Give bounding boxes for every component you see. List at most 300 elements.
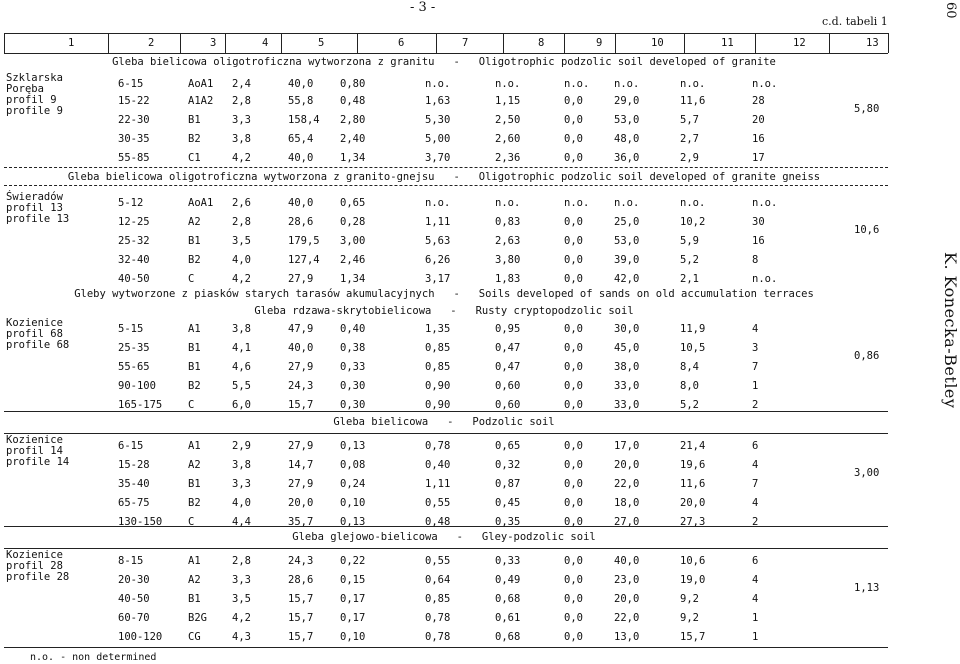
table-cell: 0,60	[495, 399, 521, 411]
table-cell: 3,17	[425, 273, 451, 285]
table-cell: CG	[188, 631, 201, 643]
table-cell: 4	[752, 459, 759, 471]
table-cell: 15,7	[680, 631, 706, 643]
table-cell: 7	[752, 361, 759, 373]
table-cell: 0,0	[564, 440, 583, 452]
table-cell: 2,60	[495, 133, 521, 145]
header-divider	[615, 33, 616, 53]
table-cell: 0,0	[564, 380, 583, 392]
table-cell: 16	[752, 235, 765, 247]
table-cell: 4,3	[232, 631, 251, 643]
table-cell: 6	[752, 555, 759, 567]
header-divider	[4, 33, 5, 53]
table-cell: 48,0	[614, 133, 640, 145]
profile-label: profil 13	[6, 202, 63, 214]
table-cell: 40,0	[288, 152, 314, 164]
table-cell: n.o.	[425, 78, 451, 90]
table-cell: 55-65	[118, 361, 150, 373]
table-cell: 15,7	[288, 631, 314, 643]
column-number: 12	[793, 37, 806, 49]
profile-label: Kozienice	[6, 317, 63, 329]
table-cell: A2	[188, 216, 201, 228]
section-title: Gleba bielicowa oligotroficzna wytworzona z granito-gnejsu - Oligotrophic podzolic soil developed of granite gneiss	[67, 171, 821, 183]
table-cell: 2	[752, 399, 759, 411]
table-cell: 29,0	[614, 95, 640, 107]
column-number: 5	[318, 37, 325, 49]
table-cell: 0,0	[564, 95, 583, 107]
table-cell: n.o.	[564, 197, 590, 209]
table-cell: 0,95	[495, 323, 521, 335]
header-divider	[503, 33, 504, 53]
table-cell: 32-40	[118, 254, 150, 266]
table-cell: 40,0	[288, 342, 314, 354]
profile-label: Kozienice	[6, 434, 63, 446]
table-cell: 23,0	[614, 574, 640, 586]
table-cell: 0,0	[564, 574, 583, 586]
table-cell: 0,0	[564, 399, 583, 411]
table-cell: 0,40	[425, 459, 451, 471]
table-cell: 0,55	[425, 497, 451, 509]
column-number: 8	[538, 37, 545, 49]
table-cell: 6-15	[118, 78, 144, 90]
table-cell: A2	[188, 574, 201, 586]
table-cell: 1,83	[495, 273, 521, 285]
table-cell: 42,0	[614, 273, 640, 285]
table-cell: 39,0	[614, 254, 640, 266]
table-cell: 4,1	[232, 342, 251, 354]
table-cell: 18,0	[614, 497, 640, 509]
table-cell: 65,4	[288, 133, 314, 145]
header-divider	[108, 33, 109, 53]
table-cell: 22,0	[614, 478, 640, 490]
table-cell: 3,70	[425, 152, 451, 164]
table-cell: A2	[188, 459, 201, 471]
table-cell: 5,00	[425, 133, 451, 145]
column-number: 1	[68, 37, 75, 49]
table-cell: 0,65	[340, 197, 366, 209]
table-cell: 0,0	[564, 152, 583, 164]
table-cell: 2,4	[232, 78, 251, 90]
table-cell: 24,3	[288, 555, 314, 567]
table-cell: 28	[752, 95, 765, 107]
table-cell: 0,85	[425, 361, 451, 373]
table-cell: 2,8	[232, 95, 251, 107]
table-bottom-rule	[4, 647, 888, 648]
table-cell: 4	[752, 497, 759, 509]
table-cell: 16	[752, 133, 765, 145]
table-cell: 4,2	[232, 612, 251, 624]
table-cell: 28,6	[288, 216, 314, 228]
table-cell: 6,0	[232, 399, 251, 411]
header-divider	[281, 33, 282, 53]
profile-label: Poręba	[6, 83, 44, 95]
table-cell: 7	[752, 478, 759, 490]
table-cell: 4,4	[232, 516, 251, 528]
profile-label: profil 9	[6, 94, 57, 106]
column-number: 4	[262, 37, 269, 49]
table-cell: 1,34	[340, 152, 366, 164]
table-cell: 15,7	[288, 399, 314, 411]
table-cell: 8	[752, 254, 759, 266]
table-cell: 2,1	[680, 273, 699, 285]
table-cell: 3,8	[232, 459, 251, 471]
table-cell: 20,0	[614, 593, 640, 605]
table-cell: 27,0	[614, 516, 640, 528]
table-cell: 0,38	[340, 342, 366, 354]
table-cell: 4	[752, 574, 759, 586]
table-cell: 15,7	[288, 593, 314, 605]
section-rule	[4, 548, 888, 549]
section-rule	[4, 185, 888, 186]
table-cell: 0,08	[340, 459, 366, 471]
table-cell: n.o.	[680, 78, 706, 90]
table-cell: n.o.	[425, 197, 451, 209]
table-cell: 22,0	[614, 612, 640, 624]
table-cell: n.o.	[752, 78, 778, 90]
column-number: 10	[651, 37, 664, 49]
profile-label: profile 68	[6, 339, 70, 351]
section-title: Gleba bielicowa oligotroficzna wytworzona z granitu - Oligotrophic podzolic soil developed of granite	[112, 56, 776, 68]
table-cell: 0,0	[564, 361, 583, 373]
table-cell: 3,5	[232, 235, 251, 247]
table-cell: 38,0	[614, 361, 640, 373]
table-cell: 0,60	[495, 380, 521, 392]
table-cell: 2,40	[340, 133, 366, 145]
table-cell: B2	[188, 254, 201, 266]
table-cell: 17,0	[614, 440, 640, 452]
table-cell: 1	[752, 612, 759, 624]
table-cell: 20,0	[680, 497, 706, 509]
table-cell: 3,5	[232, 593, 251, 605]
table-cell: 0,13	[340, 516, 366, 528]
table-cell: 2,7	[680, 133, 699, 145]
table-cell: 127,4	[288, 254, 320, 266]
table-cell: 20,0	[614, 459, 640, 471]
side-page-number: 60	[943, 2, 958, 19]
table-cell: B2	[188, 497, 201, 509]
table-cell: 28,6	[288, 574, 314, 586]
column13-value: 3,00	[854, 467, 880, 479]
profile-label: profile 14	[6, 456, 70, 468]
table-cell: 0,90	[425, 399, 451, 411]
table-cell: 2,6	[232, 197, 251, 209]
table-cell: 2,8	[232, 555, 251, 567]
table-cell: 3,3	[232, 478, 251, 490]
table-cell: C	[188, 399, 195, 411]
table-cell: 0,78	[425, 631, 451, 643]
table-cell: 2,8	[232, 216, 251, 228]
table-cell: 1,11	[425, 216, 451, 228]
table-cell: 6	[752, 440, 759, 452]
table-cell: 4,2	[232, 273, 251, 285]
table-cell: B1	[188, 593, 201, 605]
column-number: 9	[596, 37, 603, 49]
column-number: 6	[398, 37, 405, 49]
table-cell: 0,68	[495, 593, 521, 605]
table-cell: n.o.	[752, 273, 778, 285]
section-rule	[4, 411, 888, 412]
table-cell: C	[188, 516, 195, 528]
table-cell: 22-30	[118, 114, 150, 126]
column-number: 7	[462, 37, 469, 49]
table-cell: 40-50	[118, 593, 150, 605]
table-cell: 20,0	[288, 497, 314, 509]
table-cell: 65-75	[118, 497, 150, 509]
table-cell: 130-150	[118, 516, 163, 528]
table-cell: n.o.	[680, 197, 706, 209]
table-cell: 0,0	[564, 459, 583, 471]
header-divider	[436, 33, 437, 53]
table-cell: A1	[188, 323, 201, 335]
table-cell: 5,5	[232, 380, 251, 392]
section-title: Gleba rdzawa-skrytobielicowa - Rusty cryptopodzolic soil	[254, 305, 634, 317]
header-divider	[564, 33, 565, 53]
table-cell: B2	[188, 133, 201, 145]
table-cell: 4	[752, 323, 759, 335]
table-cell: 0,0	[564, 342, 583, 354]
table-cell: 1	[752, 380, 759, 392]
table-cell: 25-32	[118, 235, 150, 247]
table-cell: 0,0	[564, 631, 583, 643]
table-cell: 0,47	[495, 361, 521, 373]
table-continuation: c.d. tabeli 1	[822, 15, 888, 28]
table-cell: 5-15	[118, 323, 144, 335]
header-divider	[684, 33, 685, 53]
table-cell: B1	[188, 478, 201, 490]
table-cell: B1	[188, 361, 201, 373]
table-cell: 33,0	[614, 399, 640, 411]
table-cell: 3,3	[232, 114, 251, 126]
profile-label: Kozienice	[6, 549, 63, 561]
table-cell: 0,0	[564, 497, 583, 509]
section-rule	[4, 433, 888, 434]
table-cell: 4,0	[232, 254, 251, 266]
header-divider	[755, 33, 756, 53]
table-cell: 0,78	[425, 612, 451, 624]
table-cell: 0,0	[564, 478, 583, 490]
table-cell: 5,2	[680, 399, 699, 411]
table-cell: 53,0	[614, 235, 640, 247]
table-cell: 0,65	[495, 440, 521, 452]
table-cell: 33,0	[614, 380, 640, 392]
table-cell: n.o.	[752, 197, 778, 209]
table-cell: 55-85	[118, 152, 150, 164]
table-cell: 5,63	[425, 235, 451, 247]
table-cell: 179,5	[288, 235, 320, 247]
table-cell: n.o.	[614, 78, 640, 90]
table-cell: 4,2	[232, 152, 251, 164]
column-number: 11	[721, 37, 734, 49]
table-cell: 0,80	[340, 78, 366, 90]
table-cell: 30-35	[118, 133, 150, 145]
table-cell: 2,50	[495, 114, 521, 126]
table-cell: 15,7	[288, 612, 314, 624]
table-cell: n.o.	[614, 197, 640, 209]
table-cell: AoA1	[188, 197, 214, 209]
table-cell: 5,9	[680, 235, 699, 247]
table-cell: 0,0	[564, 133, 583, 145]
table-cell: 0,48	[425, 516, 451, 528]
table-cell: 0,0	[564, 114, 583, 126]
profile-label: profil 14	[6, 445, 63, 457]
column-number: 2	[148, 37, 155, 49]
table-cell: 11,6	[680, 478, 706, 490]
table-cell: 15-28	[118, 459, 150, 471]
table-cell: 6-15	[118, 440, 144, 452]
column13-value: 0,86	[854, 350, 880, 362]
table-cell: 27,9	[288, 440, 314, 452]
table-cell: 20	[752, 114, 765, 126]
section-title: Gleba glejowo-bielicowa - Gley-podzolic soil	[292, 531, 596, 543]
table-cell: C	[188, 273, 195, 285]
section-rule	[4, 526, 888, 527]
table-cell: 4,6	[232, 361, 251, 373]
table-cell: 15-22	[118, 95, 150, 107]
table-cell: 4	[752, 593, 759, 605]
table-cell: 35-40	[118, 478, 150, 490]
table-cell: 0,48	[340, 95, 366, 107]
table-cell: 40,0	[288, 197, 314, 209]
table-cell: 8-15	[118, 555, 144, 567]
header-divider	[357, 33, 358, 53]
table-cell: 3,8	[232, 133, 251, 145]
side-author: K. Konecka-Betley	[941, 252, 960, 409]
table-cell: 158,4	[288, 114, 320, 126]
table-cell: 0,17	[340, 593, 366, 605]
header-divider	[225, 33, 226, 53]
profile-label: profil 68	[6, 328, 63, 340]
profile-label: profile 13	[6, 213, 70, 225]
table-cell: 0,83	[495, 216, 521, 228]
table-cell: 0,61	[495, 612, 521, 624]
table-cell: 1,63	[425, 95, 451, 107]
table-cell: 53,0	[614, 114, 640, 126]
table-cell: 0,90	[425, 380, 451, 392]
table-cell: A1	[188, 555, 201, 567]
table-cell: 0,85	[425, 593, 451, 605]
page-number: - 3 -	[410, 0, 436, 15]
table-cell: 10,2	[680, 216, 706, 228]
column-number: 3	[210, 37, 217, 49]
table-cell: 2	[752, 516, 759, 528]
table-cell: 40,0	[288, 78, 314, 90]
header-divider	[829, 33, 830, 53]
table-cell: B1	[188, 114, 201, 126]
section-rule	[4, 167, 888, 168]
table-cell: 21,4	[680, 440, 706, 452]
profile-label: Szklarska	[6, 72, 63, 84]
table-cell: 20-30	[118, 574, 150, 586]
table-cell: 1,15	[495, 95, 521, 107]
table-cell: 0,85	[425, 342, 451, 354]
table-cell: 0,0	[564, 216, 583, 228]
profile-label: Świeradów	[6, 191, 63, 203]
table-cell: AoA1	[188, 78, 214, 90]
table-cell: 14,7	[288, 459, 314, 471]
table-cell: 30	[752, 216, 765, 228]
table-cell: 17	[752, 152, 765, 164]
table-cell: n.o.	[495, 78, 521, 90]
table-cell: 35,7	[288, 516, 314, 528]
header-divider	[888, 33, 889, 53]
table-cell: 19,0	[680, 574, 706, 586]
table-cell: 0,10	[340, 631, 366, 643]
table-cell: 10,5	[680, 342, 706, 354]
table-cell: 1,11	[425, 478, 451, 490]
table-cell: 11,9	[680, 323, 706, 335]
table-cell: n.o.	[564, 78, 590, 90]
table-cell: A1A2	[188, 95, 214, 107]
table-cell: 1,34	[340, 273, 366, 285]
table-cell: 40,0	[614, 555, 640, 567]
table-cell: B1	[188, 342, 201, 354]
table-cell: 3,3	[232, 574, 251, 586]
table-cell: 6,26	[425, 254, 451, 266]
table-cell: 9,2	[680, 593, 699, 605]
column13-value: 1,13	[854, 582, 880, 594]
table-cell: 4,0	[232, 497, 251, 509]
table-cell: 1,35	[425, 323, 451, 335]
table-cell: 27,9	[288, 478, 314, 490]
table-cell: 100-120	[118, 631, 163, 643]
table-cell: 5-12	[118, 197, 144, 209]
table-cell: 3,80	[495, 254, 521, 266]
table-cell: C1	[188, 152, 201, 164]
table-cell: 0,0	[564, 254, 583, 266]
table-cell: 0,24	[340, 478, 366, 490]
table-cell: 0,68	[495, 631, 521, 643]
table-cell: 25-35	[118, 342, 150, 354]
table-cell: 27,9	[288, 273, 314, 285]
table-cell: 3,00	[340, 235, 366, 247]
profile-label: profile 9	[6, 105, 63, 117]
table-cell: 40-50	[118, 273, 150, 285]
table-cell: 0,0	[564, 612, 583, 624]
table-cell: 0,10	[340, 497, 366, 509]
table-cell: 0,78	[425, 440, 451, 452]
table-cell: B2	[188, 380, 201, 392]
table-cell: 0,13	[340, 440, 366, 452]
table-cell: 0,33	[495, 555, 521, 567]
table-cell: 8,0	[680, 380, 699, 392]
table-cell: 1	[752, 631, 759, 643]
table-cell: 0,30	[340, 380, 366, 392]
table-cell: 0,32	[495, 459, 521, 471]
section-title: Gleba bielicowa - Podzolic soil	[333, 416, 555, 428]
table-cell: 30,0	[614, 323, 640, 335]
table-cell: 5,30	[425, 114, 451, 126]
column13-value: 10,6	[854, 224, 880, 236]
table-cell: 47,9	[288, 323, 314, 335]
table-cell: 0,0	[564, 593, 583, 605]
table-cell: 0,33	[340, 361, 366, 373]
table-cell: 13,0	[614, 631, 640, 643]
table-cell: 3,8	[232, 323, 251, 335]
table-cell: 55,8	[288, 95, 314, 107]
table-cell: 24,3	[288, 380, 314, 392]
table-cell: n.o.	[495, 197, 521, 209]
table-cell: 2,63	[495, 235, 521, 247]
table-cell: 0,55	[425, 555, 451, 567]
column13-value: 5,80	[854, 103, 880, 115]
table-cell: 0,47	[495, 342, 521, 354]
table-cell: 11,6	[680, 95, 706, 107]
table-cell: 25,0	[614, 216, 640, 228]
table-cell: 0,0	[564, 555, 583, 567]
table-cell: 3	[752, 342, 759, 354]
table-cell: 12-25	[118, 216, 150, 228]
table-cell: 0,30	[340, 399, 366, 411]
